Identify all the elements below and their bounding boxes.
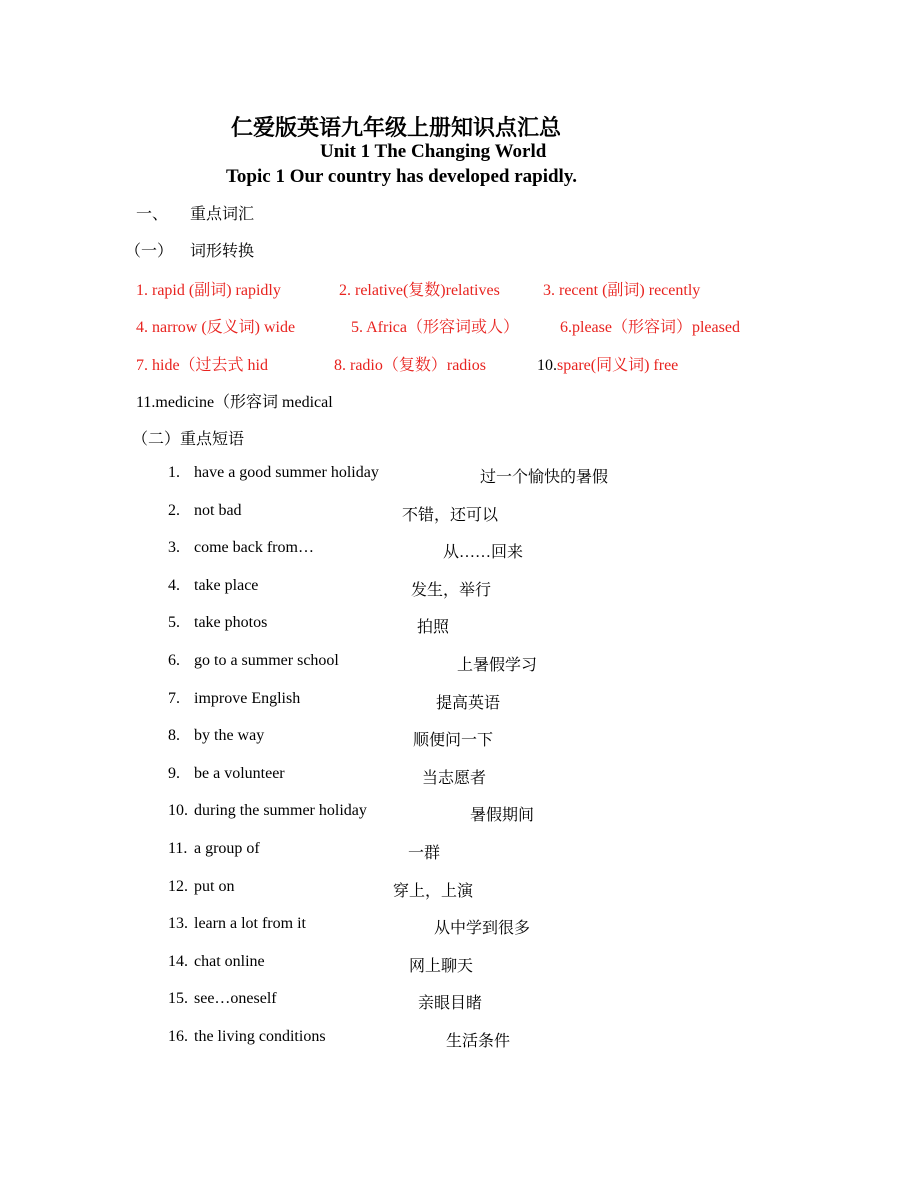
phrase-chinese: 从……回来 [443,544,524,561]
phrase-number: 1. [168,464,180,481]
subsection-heading-word-forms: 词形转换 [190,243,255,260]
word-form-item [537,352,678,375]
section-number: 一、 [136,206,169,223]
phrase-english: put on [194,878,235,895]
phrase-english: not bad [194,502,242,519]
phrase-number: 9. [168,765,180,782]
word-form-item: 1. rapid (副词) rapidly [136,282,281,299]
word-form-item: 4. narrow (反义词) wide [136,319,296,336]
phrase-chinese: 提高英语 [436,695,501,712]
subsection-number: （一） [125,243,174,260]
phrase-number: 6. [168,652,180,669]
topic-heading: Topic 1 Our country has developed rapidly. [226,166,578,187]
phrase-english: by the way [194,727,265,744]
phrase-chinese: 不错，还可以 [402,507,499,524]
phrase-chinese: 当志愿者 [422,770,487,787]
phrase-english: take photos [194,614,268,631]
phrase-english: learn a lot from it [194,915,306,932]
phrase-number: 8. [168,727,180,744]
phrase-number: 7. [168,690,180,707]
phrase-english: go to a summer school [194,652,339,669]
phrase-chinese: 穿上，上演 [393,883,474,900]
phrase-number: 15. [168,990,188,1007]
phrase-english: be a volunteer [194,765,285,782]
phrase-number: 3. [168,539,180,556]
phrase-english: improve English [194,690,301,707]
word-form-item: 7. hide（过去式 hid [136,357,268,374]
phrase-chinese: 暑假期间 [470,807,535,824]
phrase-number: 16. [168,1028,188,1045]
phrase-number: 12. [168,878,188,895]
phrase-english: chat online [194,953,265,970]
phrase-english: have a good summer holiday [194,464,379,481]
phrase-english: a group of [194,840,260,857]
phrase-number: 13. [168,915,188,932]
word-form-item: 11.medicine（形容词 medical [136,394,333,411]
phrase-chinese: 顺便问一下 [413,732,494,749]
phrase-chinese: 从中学到很多 [434,920,531,937]
phrase-number: 2. [168,502,180,519]
phrase-chinese: 发生，举行 [411,582,492,599]
phrase-number: 11. [168,840,188,857]
phrase-number: 5. [168,614,180,631]
phrase-english: come back from… [194,539,314,556]
phrase-english: the living conditions [194,1028,326,1045]
section-heading-vocabulary: 重点词汇 [190,206,255,223]
subsection-heading-phrases: （二）重点短语 [132,431,245,448]
unit-heading: Unit 1 The Changing World [320,141,547,162]
word-form-item: 2. relative(复数)relatives [339,282,500,299]
word-form-item: 6.please（形容词）pleased [560,319,740,336]
phrase-chinese: 一群 [408,845,441,862]
phrase-chinese: 过一个愉快的暑假 [480,469,609,486]
phrase-chinese: 生活条件 [446,1033,511,1050]
phrase-english: see…oneself [194,990,277,1007]
word-form-item: 3. recent (副词) recently [543,282,701,299]
phrase-number: 4. [168,577,180,594]
document-title: 仁爱版英语九年级上册知识点汇总 [231,115,562,140]
word-form-item: 8. radio（复数）radios [334,357,486,374]
word-form-item: 5. Africa（形容词或人） [351,319,519,336]
phrase-chinese: 上暑假学习 [457,657,538,674]
phrase-chinese: 网上聊天 [409,958,474,975]
phrase-number: 14. [168,953,188,970]
word-form-text: spare(同义词) free [557,357,679,374]
phrase-number: 10. [168,802,188,819]
phrase-chinese: 拍照 [417,619,450,636]
phrase-english: during the summer holiday [194,802,367,819]
phrase-chinese: 亲眼目睹 [418,995,483,1012]
word-form-number: 10. [537,357,557,374]
phrase-english: take place [194,577,259,594]
